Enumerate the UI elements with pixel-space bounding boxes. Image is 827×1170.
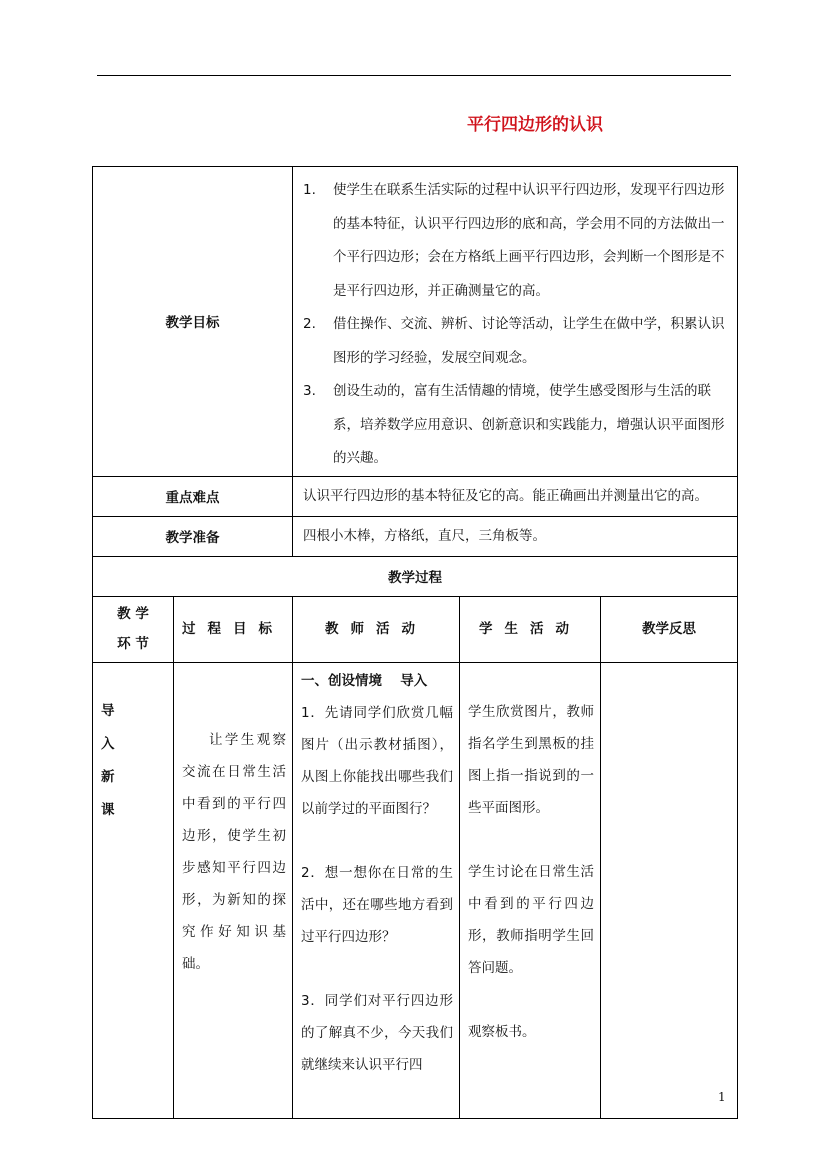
student-activity xyxy=(460,662,601,1118)
objective-item: 2. 借住操作、交流、辨析、讨论等活动，让学生在做中学，积累认识图形的学习经验，发展空间观念。 xyxy=(303,316,725,366)
key-points-text: 认识平行四边形的基本特征及它的高。能正确画出并测量出它的高。 xyxy=(293,476,738,516)
objectives-cell xyxy=(293,167,738,477)
header-student: 学生活动 xyxy=(460,596,601,662)
page-number: 1 xyxy=(718,1090,726,1104)
spacer xyxy=(468,984,594,1016)
objective-item: 1. 使学生在联系生活实际的过程中认识平行四边形，发现平行四边形的基本特征，认识平行四边形的底和高，学会用不同的方法做出一个平行四边形；会在方格纸上画平行四边形，会判断一个图形是不是平行四边形，并正确测量它的高。 xyxy=(303,182,725,299)
objectives-row xyxy=(93,167,738,477)
stage-intro: 导 入 新 课 xyxy=(93,662,174,1118)
teacher-activity xyxy=(293,662,460,1118)
spacer xyxy=(301,953,453,985)
process-goal-text: 让学生观察交流在日常生活中看到的平行四边形，使学生初步感知平行四边形，为新知的探究作好知识基础。 xyxy=(174,662,293,1118)
header-stage: 教 学 环 节 xyxy=(93,596,174,662)
preparation-text: 四根小木棒，方格纸，直尺，三角板等。 xyxy=(293,516,738,556)
preparation-row xyxy=(93,516,738,556)
intro-row xyxy=(93,662,738,1118)
reflection-cell xyxy=(601,662,738,1118)
teacher-step-1: 1．先请同学们欣赏几幅图片（出示教材插图），从图上你能找出哪些我们以前学过的平面图行？ xyxy=(301,704,453,817)
process-title: 教学过程 xyxy=(93,556,738,596)
header-rule xyxy=(97,75,731,76)
objectives-label: 教学目标 xyxy=(93,167,293,477)
objective-item: 3. 创设生动的，富有生活情趣的情境，使学生感受图形与生活的联系，培养数学应用意识、创新意识和实践能力，增强认识平面图形的兴趣。 xyxy=(303,383,725,466)
student-step-3: 观察板书。 xyxy=(468,1023,536,1040)
header-reflection: 教学反思 xyxy=(601,596,738,662)
student-step-1: 学生欣赏图片，教师指名学生到黑板的挂图上指一指说到的一些平面图形。 xyxy=(468,703,594,816)
key-points-label: 重点难点 xyxy=(93,476,293,516)
teacher-heading: 一、创设情境 导入 xyxy=(301,672,428,689)
column-header-row xyxy=(93,596,738,662)
teacher-step-3: 3．同学们对平行四边形的了解真不少，今天我们就继续来认识平行四 xyxy=(301,992,453,1073)
teacher-step-2: 2．想一想你在日常的生活中，还在哪些地方看到过平行四边形？ xyxy=(301,864,453,945)
objectives-list xyxy=(293,167,737,476)
preparation-label: 教学准备 xyxy=(93,516,293,556)
document-title: 平行四边形的认识 xyxy=(467,115,603,135)
header-teacher: 教师活动 xyxy=(293,596,460,662)
process-title-row xyxy=(93,556,738,596)
key-points-row xyxy=(93,476,738,516)
student-step-2: 学生讨论在日常生活中看到的平行四边形，教师指明学生回答问题。 xyxy=(468,863,594,976)
spacer xyxy=(301,825,453,857)
spacer xyxy=(468,824,594,856)
lesson-plan-table xyxy=(92,166,738,1119)
header-goal: 过程目标 xyxy=(174,596,293,662)
